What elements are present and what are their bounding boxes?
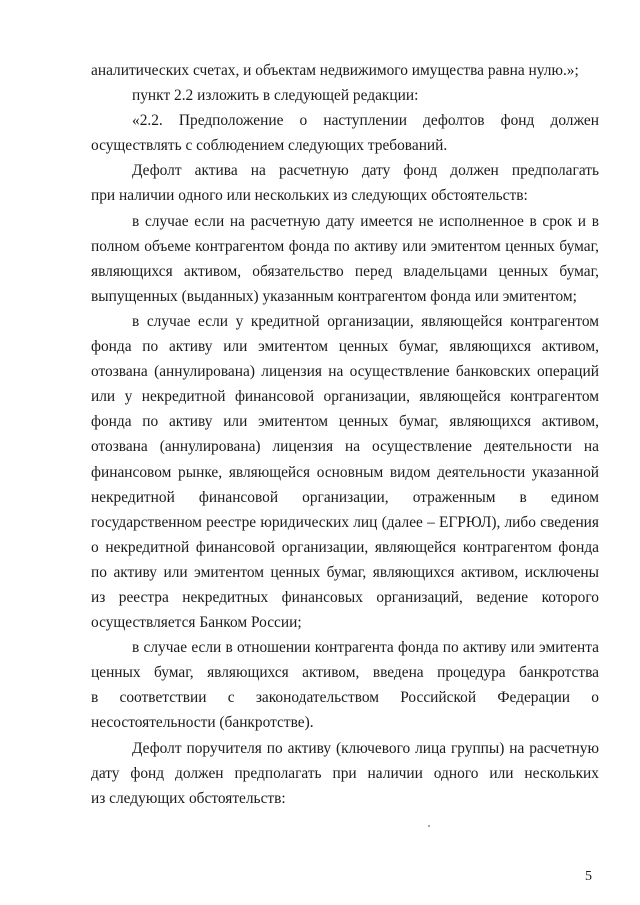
text-line: отозвана (аннулирована) лицензия на осуществление банковских операций (91, 363, 599, 381)
text-line: пункт 2.2 изложить в следующей редакции: (132, 87, 419, 105)
text-line: государственном реестре юридических лиц (далее – ЕГРЮЛ), либо сведения (91, 513, 599, 531)
text-line: выпущенных (выданных) указанным контрагентом фонда или эмитентом; (91, 287, 577, 305)
text-line: дату фонд должен предполагать при наличии одного или нескольких (91, 764, 599, 782)
text-line: из следующих обстоятельств: (91, 789, 286, 807)
text-line: или у некредитной финансовой организации, являющейся контрагентом (91, 388, 599, 406)
text-line: финансовом рынке, являющейся основным видом деятельности указанной (91, 463, 599, 481)
text-line: в случае если в отношении контрагента фонда по активу или эмитента (132, 639, 599, 657)
text-line: ценных бумаг, являющихся активом, введена процедура банкротства (91, 664, 599, 682)
text-line: Дефолт актива на расчетную дату фонд должен предполагать (132, 162, 599, 180)
text-line: осуществляется Банком России; (91, 614, 302, 632)
text-line: фонда по активу или эмитентом ценных бумаг, являющихся активом, (91, 413, 599, 431)
text-line: в соответствии с законодательством Российской Федерации о (91, 689, 599, 707)
text-line: в случае если у кредитной организации, являющейся контрагентом (132, 312, 599, 330)
text-line: из реестра некредитных финансовых организаций, ведение которого (91, 588, 599, 606)
text-line: отозвана (аннулирована) лицензия на осуществление деятельности на (91, 438, 599, 456)
text-line: в случае если на расчетную дату имеется не исполненное в срок и в (132, 212, 599, 230)
text-line: аналитических счетах, и объектам недвижимого имущества равна нулю.»; (91, 62, 579, 79)
text-line: некредитной финансовой организации, отраженным в едином (91, 488, 599, 506)
text-line: по активу или эмитентом ценных бумаг, являющихся активом, исключены (91, 563, 599, 581)
scan-speck (428, 825, 430, 827)
page-number: 5 (585, 869, 592, 884)
text-line: осуществлять с соблюдением следующих требований. (91, 137, 448, 155)
text-line: являющихся активом, обязательство перед владельцами ценных бумаг, (91, 262, 599, 280)
text-line: полном объеме контрагентом фонда по активу или эмитентом ценных бумаг, (91, 237, 599, 255)
text-line: фонда по активу или эмитентом ценных бумаг, являющихся активом, (91, 338, 599, 356)
text-line: несостоятельности (банкротстве). (91, 714, 314, 732)
document-body (91, 58, 599, 811)
text-line: о некредитной финансовой организации, являющейся контрагентом фонда (91, 538, 599, 556)
text-line: «2.2. Предположение о наступлении дефолтов фонд должен (132, 112, 599, 130)
text-line: при наличии одного или нескольких из следующих обстоятельств: (91, 187, 528, 205)
text-line: Дефолт поручителя по активу (ключевого лица группы) на расчетную (132, 739, 599, 757)
